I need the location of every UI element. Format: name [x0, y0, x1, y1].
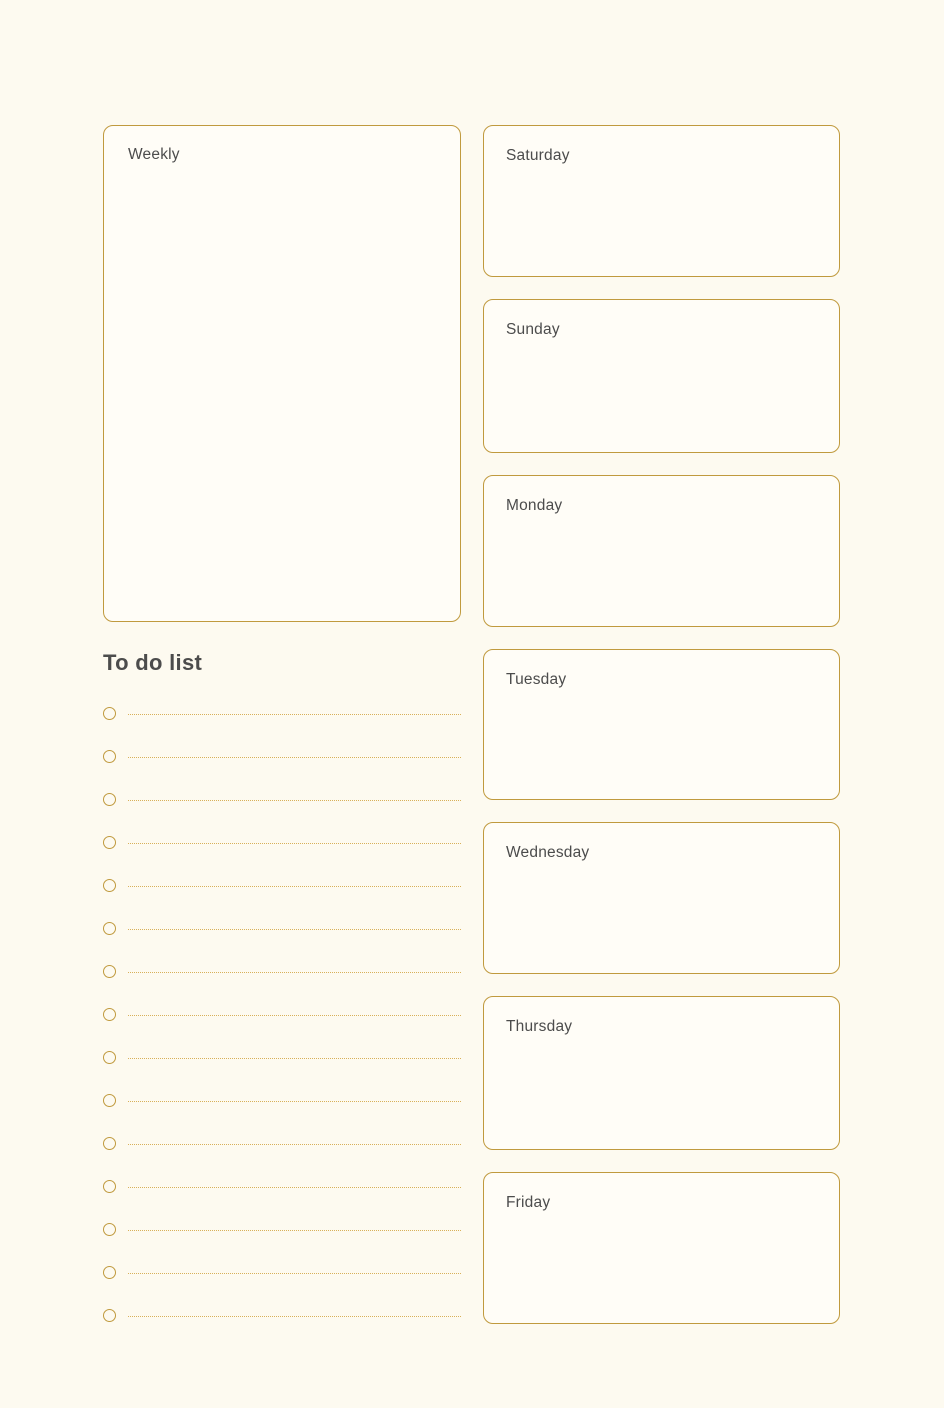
weekly-label: Weekly — [128, 146, 180, 163]
day-label: Tuesday — [506, 671, 567, 688]
checkbox-circle-icon[interactable] — [103, 1094, 116, 1107]
days-column — [483, 125, 840, 1346]
checkbox-circle-icon[interactable] — [103, 1180, 116, 1193]
day-label: Thursday — [506, 1018, 573, 1035]
day-label: Wednesday — [506, 844, 590, 861]
checkbox-circle-icon[interactable] — [103, 1008, 116, 1021]
checkbox-circle-icon[interactable] — [103, 1137, 116, 1150]
list-item[interactable] — [103, 1036, 461, 1079]
todo-write-line[interactable] — [128, 1014, 461, 1016]
todo-write-line[interactable] — [128, 842, 461, 844]
todo-write-line[interactable] — [128, 1057, 461, 1059]
day-box-thursday[interactable] — [483, 996, 840, 1150]
list-item[interactable] — [103, 1122, 461, 1165]
day-label: Friday — [506, 1194, 551, 1211]
checkbox-circle-icon[interactable] — [103, 707, 116, 720]
day-label: Monday — [506, 497, 563, 514]
list-item[interactable] — [103, 1208, 461, 1251]
checkbox-circle-icon[interactable] — [103, 879, 116, 892]
todo-list — [103, 692, 461, 1337]
list-item[interactable] — [103, 778, 461, 821]
day-box-sunday[interactable] — [483, 299, 840, 453]
weekly-notes-box[interactable] — [103, 125, 461, 622]
day-box-saturday[interactable] — [483, 125, 840, 277]
todo-write-line[interactable] — [128, 1143, 461, 1145]
list-item[interactable] — [103, 993, 461, 1036]
list-item[interactable] — [103, 1165, 461, 1208]
todo-write-line[interactable] — [128, 1186, 461, 1188]
todo-write-line[interactable] — [128, 799, 461, 801]
list-item[interactable] — [103, 692, 461, 735]
todo-write-line[interactable] — [128, 1315, 461, 1317]
checkbox-circle-icon[interactable] — [103, 922, 116, 935]
checkbox-circle-icon[interactable] — [103, 1051, 116, 1064]
checkbox-circle-icon[interactable] — [103, 1266, 116, 1279]
todo-write-line[interactable] — [128, 928, 461, 930]
list-item[interactable] — [103, 950, 461, 993]
day-label: Saturday — [506, 147, 570, 164]
list-item[interactable] — [103, 907, 461, 950]
list-item[interactable] — [103, 1079, 461, 1122]
day-box-tuesday[interactable] — [483, 649, 840, 800]
todo-write-line[interactable] — [128, 1100, 461, 1102]
todo-write-line[interactable] — [128, 1229, 461, 1231]
checkbox-circle-icon[interactable] — [103, 1309, 116, 1322]
checkbox-circle-icon[interactable] — [103, 750, 116, 763]
left-column — [103, 125, 461, 1337]
checkbox-circle-icon[interactable] — [103, 836, 116, 849]
todo-write-line[interactable] — [128, 1272, 461, 1274]
todo-write-line[interactable] — [128, 756, 461, 758]
day-box-friday[interactable] — [483, 1172, 840, 1324]
checkbox-circle-icon[interactable] — [103, 965, 116, 978]
checkbox-circle-icon[interactable] — [103, 1223, 116, 1236]
todo-write-line[interactable] — [128, 971, 461, 973]
todo-list-title: To do list — [103, 650, 203, 675]
list-item[interactable] — [103, 735, 461, 778]
list-item[interactable] — [103, 864, 461, 907]
todo-write-line[interactable] — [128, 713, 461, 715]
list-item[interactable] — [103, 1294, 461, 1337]
checkbox-circle-icon[interactable] — [103, 793, 116, 806]
list-item[interactable] — [103, 1251, 461, 1294]
list-item[interactable] — [103, 821, 461, 864]
day-box-wednesday[interactable] — [483, 822, 840, 974]
day-box-monday[interactable] — [483, 475, 840, 627]
day-label: Sunday — [506, 321, 560, 338]
todo-write-line[interactable] — [128, 885, 461, 887]
